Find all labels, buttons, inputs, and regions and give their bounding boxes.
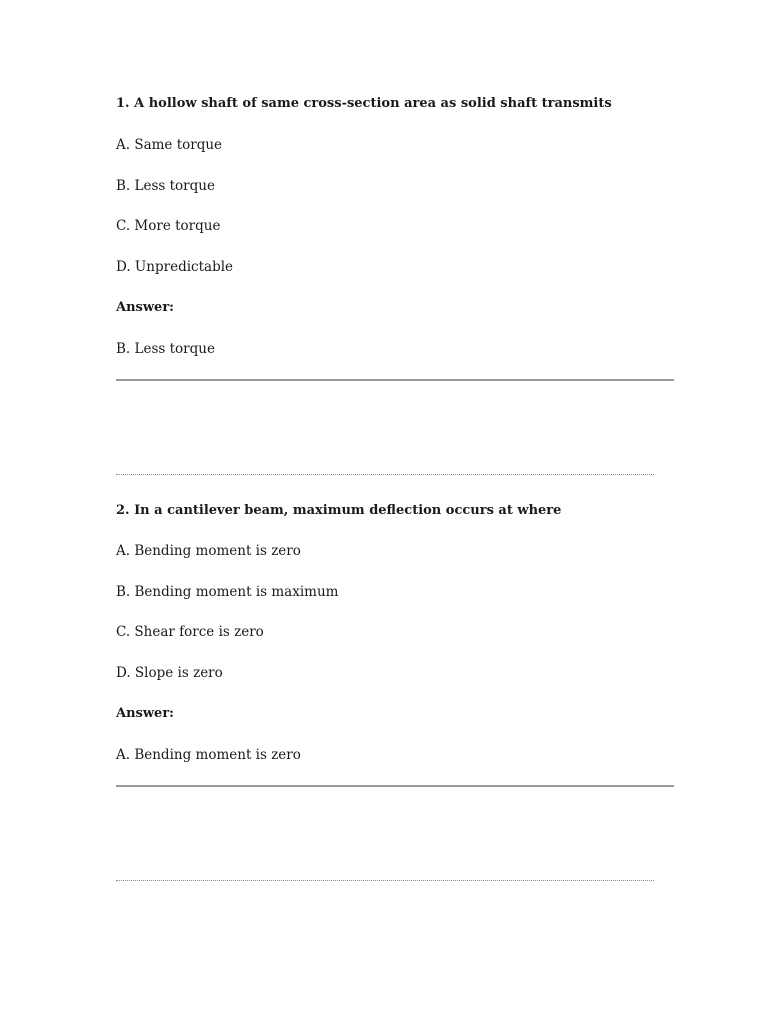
question-2-dotted-separator	[116, 880, 654, 881]
question-2-option-c: C. Shear force is zero	[116, 624, 264, 640]
question-2-option-d: D. Slope is zero	[116, 665, 223, 681]
question-2-divider	[116, 785, 674, 787]
question-2-text: 2. In a cantilever beam, maximum deflection occurs at where	[116, 503, 562, 518]
question-1-text: 1. A hollow shaft of same cross-section area as solid shaft transmits	[116, 96, 612, 111]
question-2-answer: A. Bending moment is zero	[116, 747, 301, 763]
question-1-option-b: B. Less torque	[116, 178, 215, 194]
question-2-option-b: B. Bending moment is maximum	[116, 584, 339, 600]
question-1-option-d: D. Unpredictable	[116, 259, 234, 275]
question-1-option-c: C. More torque	[116, 218, 221, 234]
question-2-option-a: A. Bending moment is zero	[116, 543, 301, 559]
question-1-answer-label: Answer:	[116, 300, 174, 315]
question-1-option-a: A. Same torque	[116, 137, 223, 153]
question-1-dotted-separator	[116, 474, 654, 475]
question-2-answer-label: Answer:	[116, 706, 174, 721]
question-1-answer: B. Less torque	[116, 341, 215, 357]
question-1-divider	[116, 379, 674, 381]
